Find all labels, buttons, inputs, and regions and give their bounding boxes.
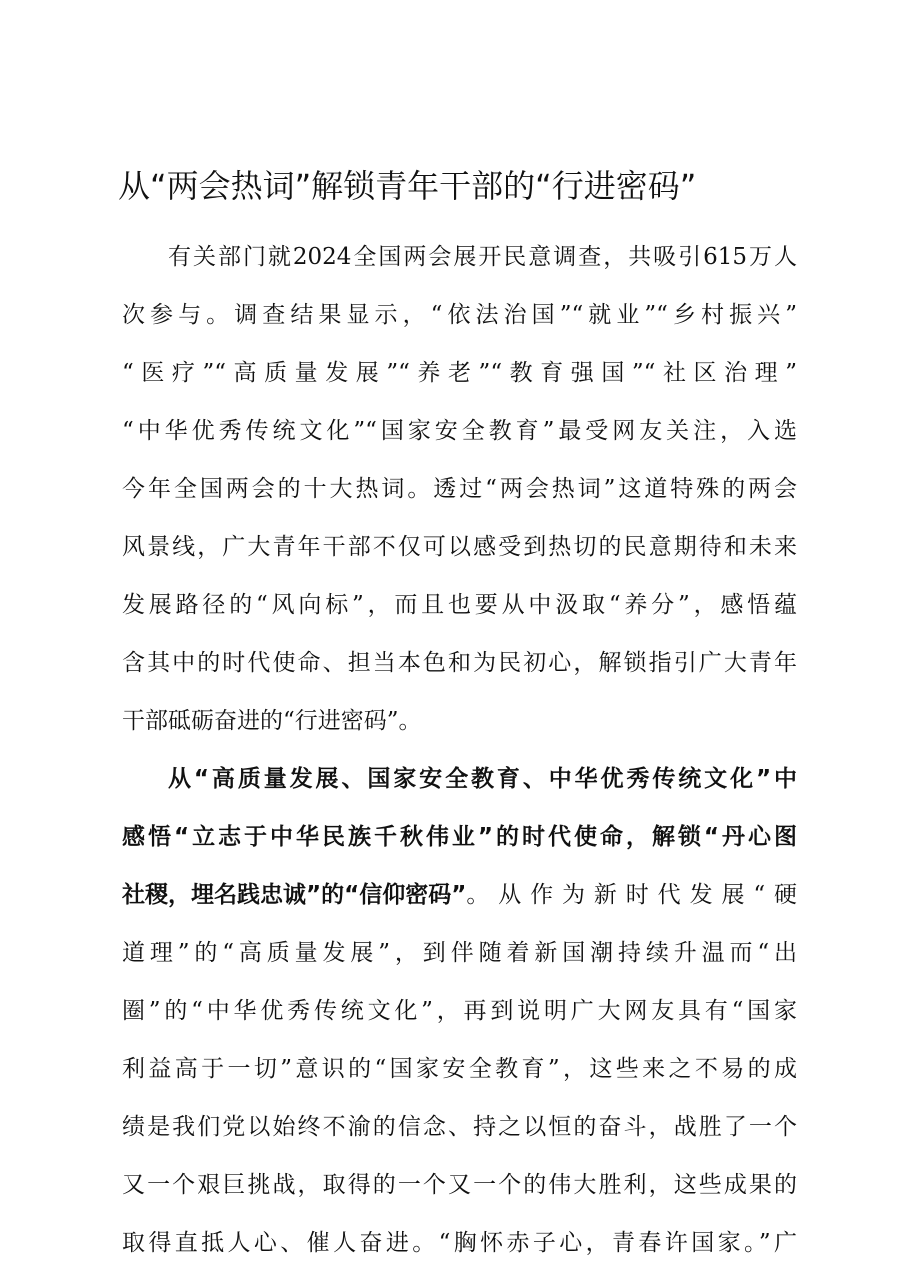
paragraph-2-line-7: 绩是我们党以始终不渝的信念、持之以恒的奋斗，战胜了一个: [122, 1114, 797, 1140]
document-title: 从“两会热词”解锁青年干部的“行进密码”: [118, 167, 697, 205]
paragraph-1-line-8: 含其中的时代使命、担当本色和为民初心，解锁指引广大青年: [122, 650, 797, 676]
paragraph-1-line-9: 干部砥砺奋进的“行进密码”。: [122, 708, 422, 734]
paragraph-2-line-4: 道理”的“高质量发展”，到伴随着新国潮持续升温而“出: [122, 940, 797, 966]
paragraph-2-line-3: [122, 866, 797, 924]
paragraph-1-line-2: 次参与。调查结果显示，“依法治国”“就业”“乡村振兴”: [122, 302, 797, 328]
paragraph-2-line-3-bold: 社稷，埋名践忠诚”的“信仰密码”: [122, 882, 467, 908]
document-body: [122, 228, 797, 1272]
paragraph-2-line-3-rest: 。从作为新时代发展“硬: [466, 882, 797, 908]
paragraph-1-line-7: 发展路径的“风向标”，而且也要从中汲取“养分”，感悟蕴: [122, 592, 797, 618]
paragraph-1-line-1: 有关部门就2024全国两会展开民意调查，共吸引615万人: [168, 244, 797, 270]
paragraph-2-line-8: 又一个艰巨挑战，取得的一个又一个的伟大胜利，这些成果的: [122, 1172, 797, 1198]
paragraph-1-line-4: “中华优秀传统文化”“国家安全教育”最受网友关注，入选: [122, 418, 797, 444]
paragraph-2-line-2: 感悟“立志于中华民族千秋伟业”的时代使命，解锁“丹心图: [122, 824, 797, 850]
paragraph-2-line-6: 利益高于一切”意识的“国家安全教育”，这些来之不易的成: [122, 1056, 797, 1082]
paragraph-1-line-6: 风景线，广大青年干部不仅可以感受到热切的民意期待和未来: [122, 534, 797, 560]
paragraph-1-line-5: 今年全国两会的十大热词。透过“两会热词”这道特殊的两会: [122, 476, 797, 502]
paragraph-2-line-9: 取得直抵人心、催人奋进。“胸怀赤子心，青春许国家。”广: [122, 1230, 797, 1256]
paragraph-1-line-3: “医疗”“高质量发展”“养老”“教育强国”“社区治理”: [122, 360, 797, 386]
paragraph-2-line-5: 圈”的“中华优秀传统文化”，再到说明广大网友具有“国家: [122, 998, 797, 1024]
paragraph-2-line-1: 从“高质量发展、国家安全教育、中华优秀传统文化”中: [168, 766, 797, 792]
